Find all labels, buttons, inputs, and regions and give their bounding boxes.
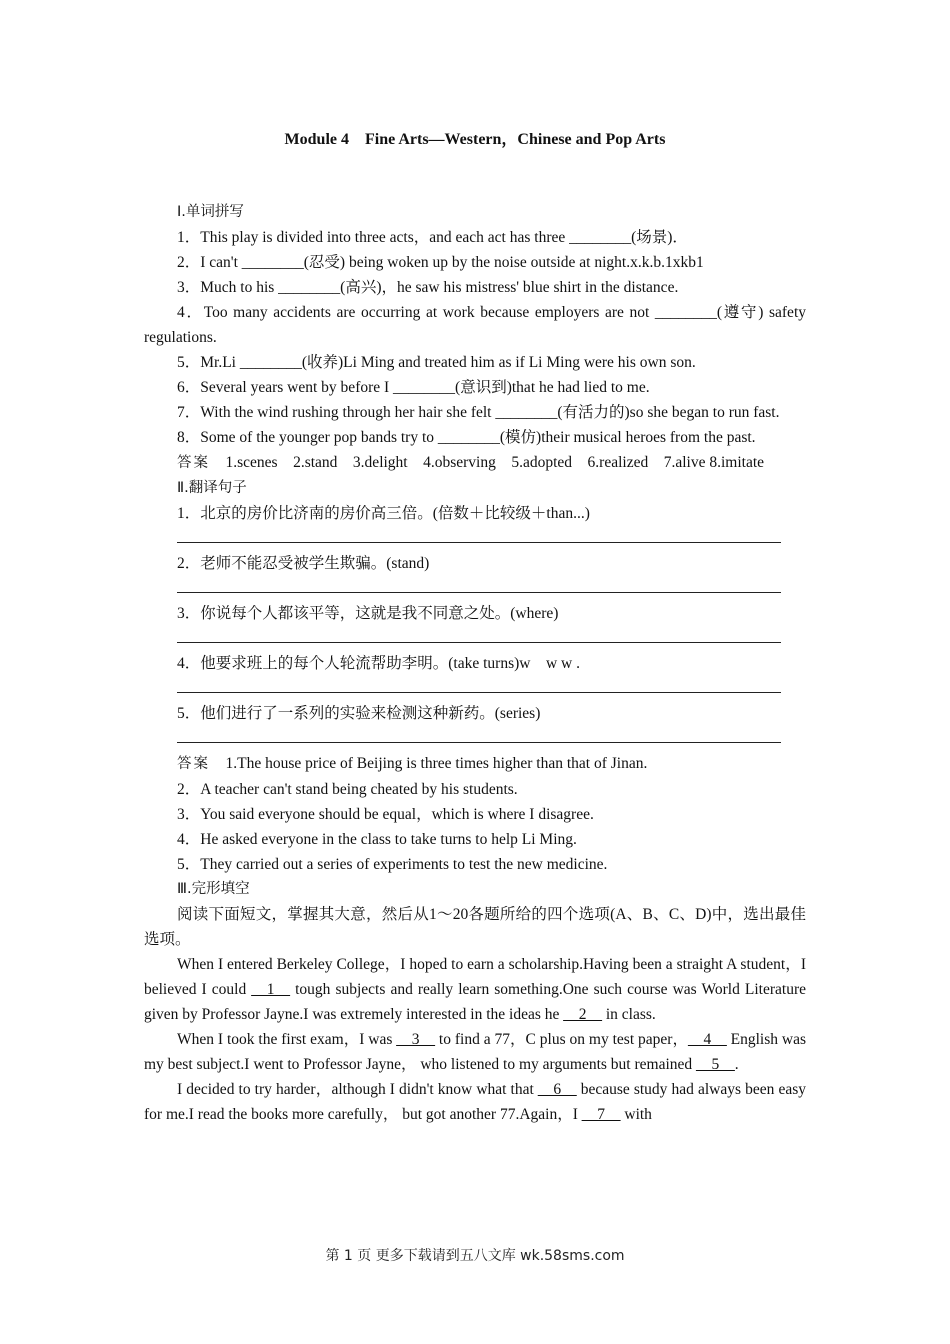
cloze-blank-2[interactable]: __2__ bbox=[563, 1006, 602, 1023]
section2-item-1: 1．北京的房价比济南的房价高三倍。(倍数＋比较级＋than...) bbox=[177, 505, 590, 522]
section1-heading: Ⅰ.单词拼写 bbox=[177, 204, 244, 220]
document-body bbox=[144, 200, 806, 1127]
cloze-blank-3[interactable]: __3__ bbox=[396, 1031, 436, 1048]
answer-line-3[interactable] bbox=[177, 626, 806, 651]
answer-line-2[interactable] bbox=[177, 576, 806, 601]
answer-line-5[interactable] bbox=[177, 726, 806, 751]
section3-intro: 阅读下面短文，掌握其大意，然后从1～20各题所给的四个选项(A、B、C、D)中，选出最佳选项。 bbox=[144, 906, 806, 948]
page-title: Module 4 Fine Arts—Western，Chinese and Pop Arts bbox=[284, 131, 666, 148]
section1-item-3: 3．Much to his ________(高兴)，he saw his mistress' blue shirt in the distance. bbox=[177, 279, 679, 296]
section1-item-6: 6．Several years went by before I ________(意识到)that he had lied to me. bbox=[177, 379, 650, 396]
section1-item-4: 4．Too many accidents are occurring at work because employers are not ________(遵守) safety regulations. bbox=[144, 304, 806, 346]
section1-item-2: 2．I can't ________(忍受) being woken up by the noise outside at night.x.k.b.1xkb1 bbox=[177, 254, 704, 271]
answer-label: 答案 bbox=[177, 455, 210, 471]
section1-item-1: 1．This play is divided into three acts，and each act has three ________(场景)． bbox=[177, 229, 688, 246]
section2-answer-3: 3．You said everyone should be equal，which is where I disagree. bbox=[177, 806, 594, 823]
section2-answer-2: 2．A teacher can't stand being cheated by his students. bbox=[177, 781, 518, 798]
answer-line-4[interactable] bbox=[177, 676, 806, 701]
section2-answer-4: 4．He asked everyone in the class to take turns to help Li Ming. bbox=[177, 831, 577, 848]
answer-label: 答案 bbox=[177, 756, 210, 772]
section2-answer-text-1: 1.The house price of Beijing is three times higher than that of Jinan. bbox=[225, 755, 648, 772]
cloze-paragraph-3: I decided to try harder，although I didn't know what that __6__ because study had always been easy for me.I read the books more carefully， but got another 77.Again，I __7__ with bbox=[144, 1081, 806, 1123]
section1-answer-text: 1.scenes 2.stand 3.delight 4.observing 5.adopted 6.realized 7.alive 8.imitate bbox=[225, 454, 765, 471]
section3-heading: Ⅲ.完形填空 bbox=[177, 881, 250, 897]
section1-item-5: 5．Mr.Li ________(收养)Li Ming and treated him as if Li Ming were his own son. bbox=[177, 354, 696, 371]
section2-item-4: 4．他要求班上的每个人轮流帮助李明。(take turns)w w w . bbox=[177, 655, 580, 672]
cloze-paragraph-2: When I took the first exam，I was __3__ to find a 77，C plus on my test paper，__4__ English was my best subject.I went to Professor Jayne， who listened to my arguments but remained __5__. bbox=[144, 1031, 806, 1073]
section2-item-3: 3．你说每个人都该平等，这就是我不同意之处。(where) bbox=[177, 605, 559, 622]
cloze-blank-7[interactable]: __7__ bbox=[581, 1106, 621, 1123]
section2-heading: Ⅱ.翻译句子 bbox=[177, 480, 247, 496]
page-footer: 第 1 页 更多下载请到五八文库 wk.58sms.com bbox=[325, 1248, 625, 1264]
cloze-blank-5[interactable]: __5__ bbox=[696, 1056, 735, 1073]
section1-item-7: 7．With the wind rushing through her hair she felt ________(有活力的)so she began to run fast. bbox=[177, 404, 780, 421]
section1-answer bbox=[144, 450, 806, 476]
cloze-paragraph-1: When I entered Berkeley College，I hoped to earn a scholarship.Having been a straight A student，I believed I could __1__ tough subjects and really learn something.One such course was World Literature given by Professor Jayne.I was extremely interested in the ideas he __2__ in class. bbox=[144, 956, 806, 1023]
answer-line-1[interactable] bbox=[177, 526, 806, 551]
cloze-blank-6[interactable]: __6__ bbox=[537, 1081, 577, 1098]
section2-answer-5: 5．They carried out a series of experiments to test the new medicine. bbox=[177, 856, 608, 873]
section2-item-2: 2．老师不能忍受被学生欺骗。(stand) bbox=[177, 555, 430, 572]
section2-answer-1 bbox=[144, 751, 806, 777]
cloze-blank-1[interactable]: __1__ bbox=[251, 981, 291, 998]
cloze-blank-4[interactable]: __4__ bbox=[687, 1031, 727, 1048]
section2-item-5: 5．他们进行了一系列的实验来检测这种新药。(series) bbox=[177, 705, 541, 722]
section1-item-8: 8．Some of the younger pop bands try to ________(模仿)their musical heroes from the past. bbox=[177, 429, 756, 446]
